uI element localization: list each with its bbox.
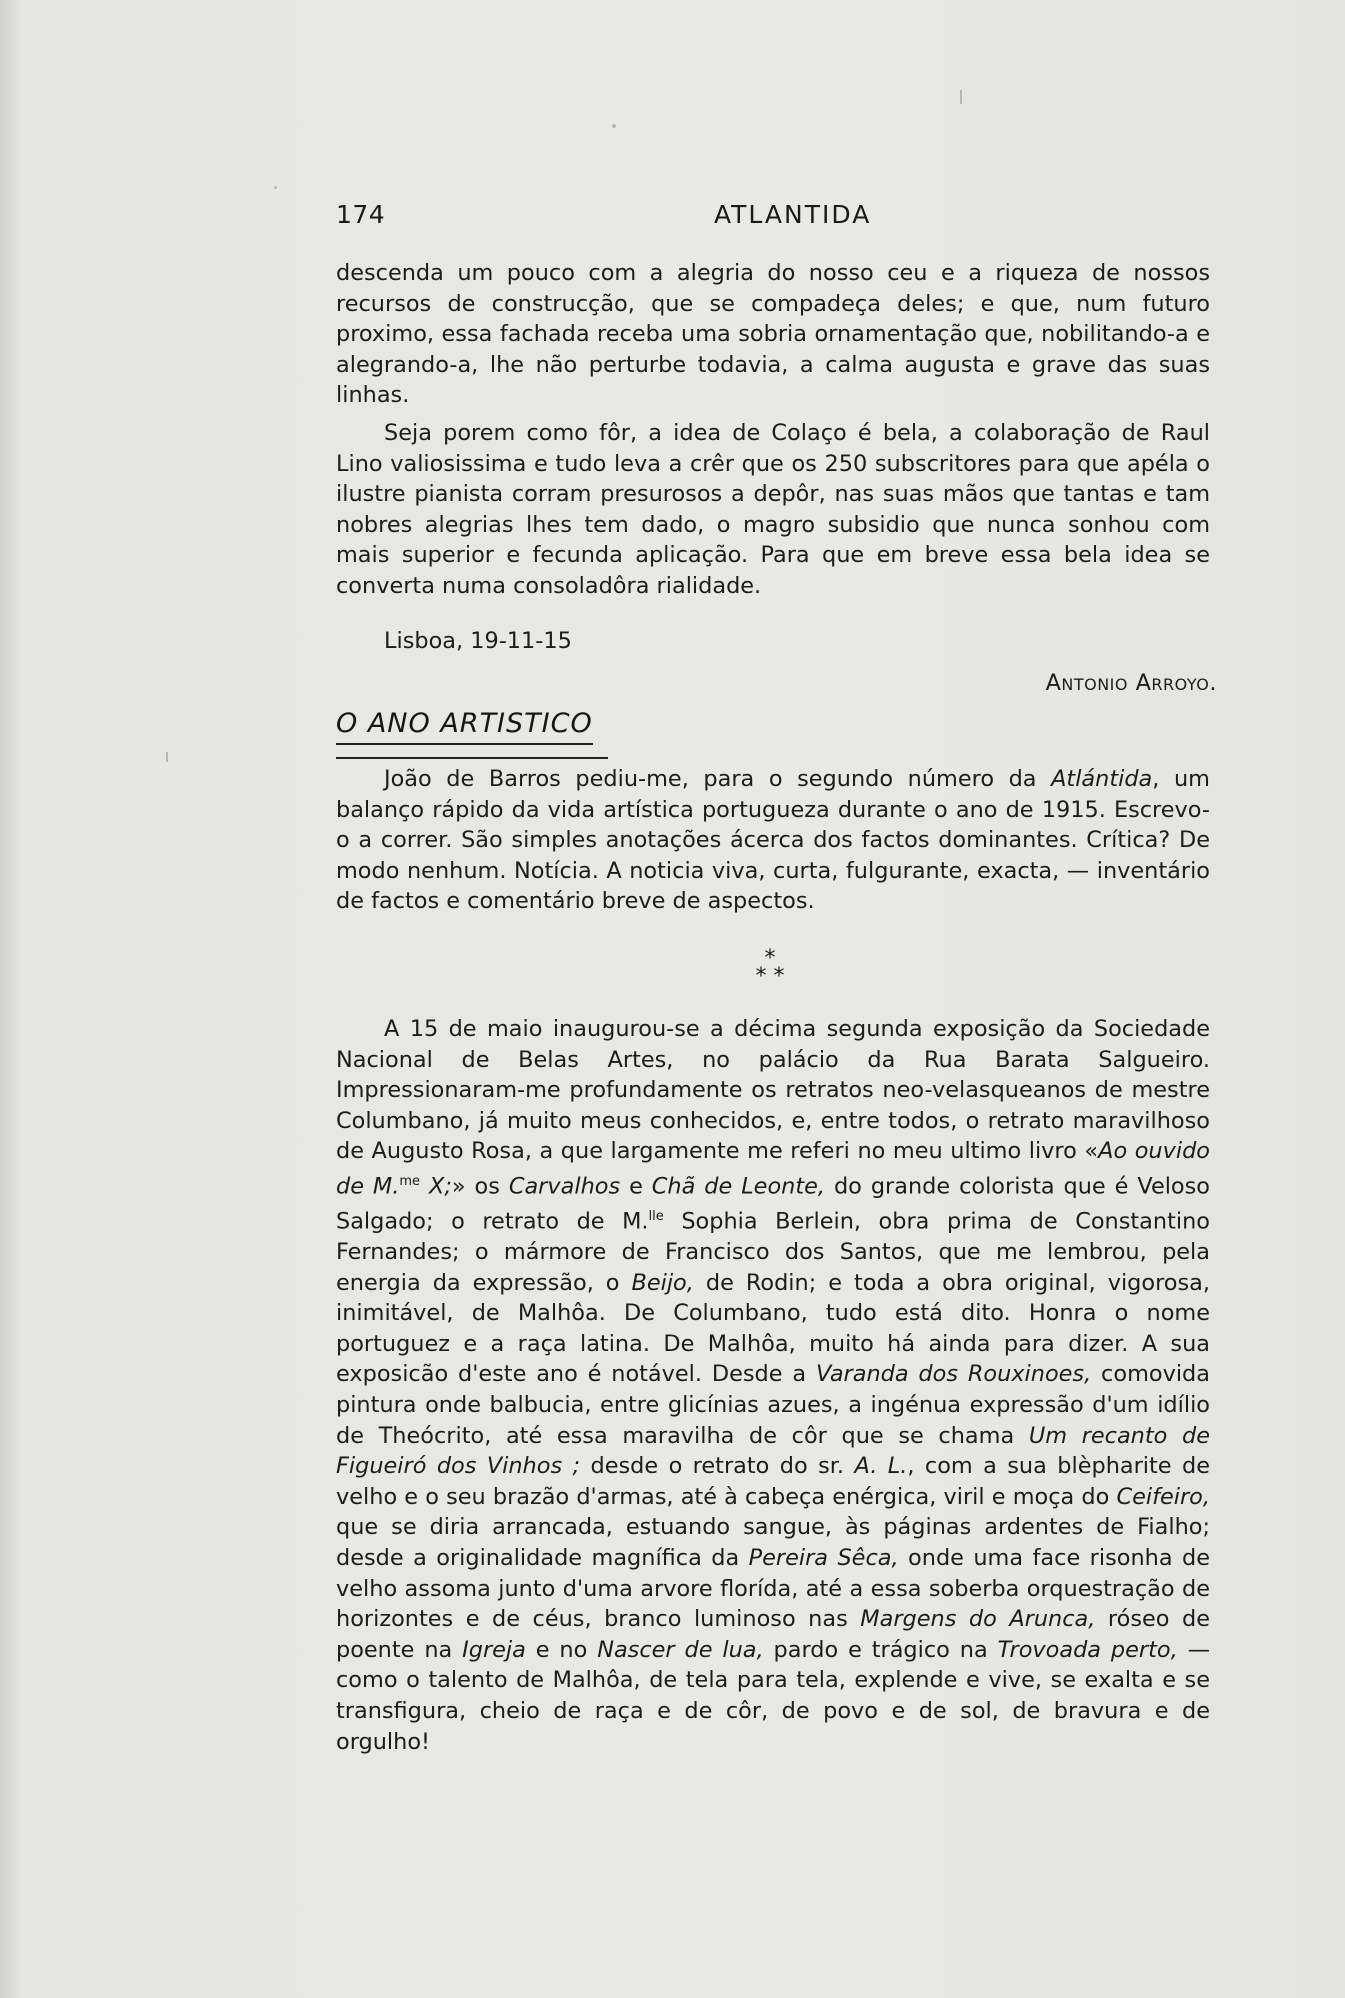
italic-run: Um recanto de Figueiró dos Vinhos ;: [336, 1422, 1210, 1480]
paragraph-exposicao: [336, 1014, 1210, 1757]
text-run: que se diria arrancada, estuando sangue, às páginas ardentes de Fialho; desde a originalidade magnífica da: [336, 1514, 1210, 1572]
text-run: desde o retrato do sr.: [580, 1453, 855, 1480]
paragraph-colaco: Seja porem como fôr, a idea de Colaço é bela, a colaboração de Raul Lino valiosissima e tudo leva a crêr que os 250 subscritores para que apéla o ilustre pianista corram presurosos a depôr, nas suas mãos que tantas e tam nobres alegrias lhes tem dado, o magro subsidio que nunca sonhou com mais superior e fecunda aplicação. Para que em breve essa bela idea se converta numa consoladôra rialidade.: [336, 420, 1210, 599]
paper-speck: [274, 186, 277, 189]
text-run: — como o talento de Malhôa, de tela para tela, explende e vive, se exalta e se transfigura, cheio de raça e de côr, de povo e de sol, de bravura e de orgulho!: [336, 1636, 1210, 1755]
text-run: e no: [525, 1636, 598, 1663]
paragraph-continued: descenda um pouco com a alegria do nosso ceu e a riqueza de nossos recursos de construcção, que se compadeça deles; e que, num futuro proximo, essa fachada receba uma sobria ornamentação que, nobilitando-a e alegrando-a, lhe não perturbe todavia, a calma augusta e grave das suas linhas.: [336, 260, 1210, 409]
text-run: de Rodin; e toda a obra original, vigorosa, inimitável, de Malhôa. De Columbano, tudo está dito. Honra o nome portuguez e a raça latina. De Malhôa, muito há ainda para dizer. A sua exposicão d'este ano é notável. Desde a: [336, 1269, 1211, 1388]
text-run: e: [620, 1173, 652, 1200]
running-title: ATLANTIDA: [714, 200, 872, 229]
paragraph-joao-de-barros: [336, 764, 1210, 917]
text-run: A 15 de maio inaugurou-se a décima segunda exposição da Sociedade Nacional de Belas Artes, no palácio da Rua Barata Salgueiro. Impressionaram-me profundamente os retratos neo-velasqueanos de mestre Columbano, já muito meus conhecidos, e, entre todos, o retrato maravilhoso de Augusto Rosa, a que largamente me referi no meu ultimo livro «: [336, 1016, 1210, 1165]
italic-run: Chã de Leonte,: [651, 1173, 826, 1200]
italic-run: Beijo,: [631, 1269, 694, 1296]
superscript-run: lle: [648, 1209, 664, 1225]
author-signature: Antonio Arroyo.: [1045, 670, 1217, 696]
paper-speck: [960, 90, 962, 104]
text-run: comovida pintura onde balbucia, entre glicínias azues, a ingénua expressão d'um idílio de Theócrito, até essa maravilha de côr que se chama: [336, 1361, 1210, 1449]
italic-run: Ceifeiro,: [1116, 1483, 1210, 1510]
italic-run: X;: [420, 1173, 452, 1200]
text-run: João de Barros pediu-me, para o segundo número da: [384, 766, 1052, 792]
superscript-run: me: [399, 1173, 421, 1189]
text-run: , com a sua blèpharite de velho e o seu brazão d'armas, até à cabeça enérgica, viril e moça do: [336, 1453, 1210, 1510]
italic-run: Varanda dos Rouxinoes,: [815, 1361, 1092, 1388]
italic-run: Atlántida: [1051, 766, 1153, 792]
text-run: do grande colorista que é Veloso Salgado; o retrato de M.: [336, 1173, 1211, 1235]
page-header: [336, 192, 1216, 232]
text-run: pardo e trágico na: [763, 1636, 998, 1663]
asterism: [740, 946, 800, 1000]
italic-run: Carvalhos: [508, 1173, 621, 1200]
dateline: Lisboa, 19-11-15: [384, 628, 572, 654]
text-run: onde uma face risonha de velho assoma junto d'uma arvore florída, até a essa soberba orquestração de horizontes e de céus, branco luminoso nas: [336, 1545, 1210, 1633]
italic-run: Nascer de lua,: [597, 1636, 764, 1663]
italic-run: Trovoada perto,: [997, 1636, 1178, 1663]
text-run: , um balanço rápido da vida artística portugueza durante o ano de 1915. Escrevo-o a correr. São simples anotações ácerca dos factos dominantes. Crítica? De modo nenhum. Notícia. A noticia viva, curta, fulgurante, exacta, — inventário de factos e comentário breve de aspectos.: [336, 766, 1210, 915]
section-title: O ANO ARTISTICO: [336, 708, 593, 745]
title-underline-rule: [336, 757, 608, 759]
italic-run: Pereira Sêca,: [748, 1545, 899, 1572]
text-run: » os: [451, 1173, 509, 1200]
italic-run: A. L.: [854, 1453, 908, 1480]
paper-speck: [166, 752, 168, 762]
text-run: Sophia Berlein, obra prima de Constantino Fernandes; o mármore de Francisco dos Santos, que me lembrou, pela energia da expressão, o: [336, 1208, 1210, 1296]
asterism-bottom: * *: [755, 964, 785, 989]
page-number: 174: [336, 200, 386, 229]
italic-run: Margens do Arunca,: [860, 1606, 1096, 1633]
italic-run: Ao ouvido de M.: [336, 1138, 1210, 1200]
italic-run: Igreja: [462, 1636, 526, 1663]
asterism-top: *: [764, 946, 776, 971]
paper-speck: [612, 124, 616, 128]
text-run: róseo de poente na: [336, 1606, 1210, 1663]
